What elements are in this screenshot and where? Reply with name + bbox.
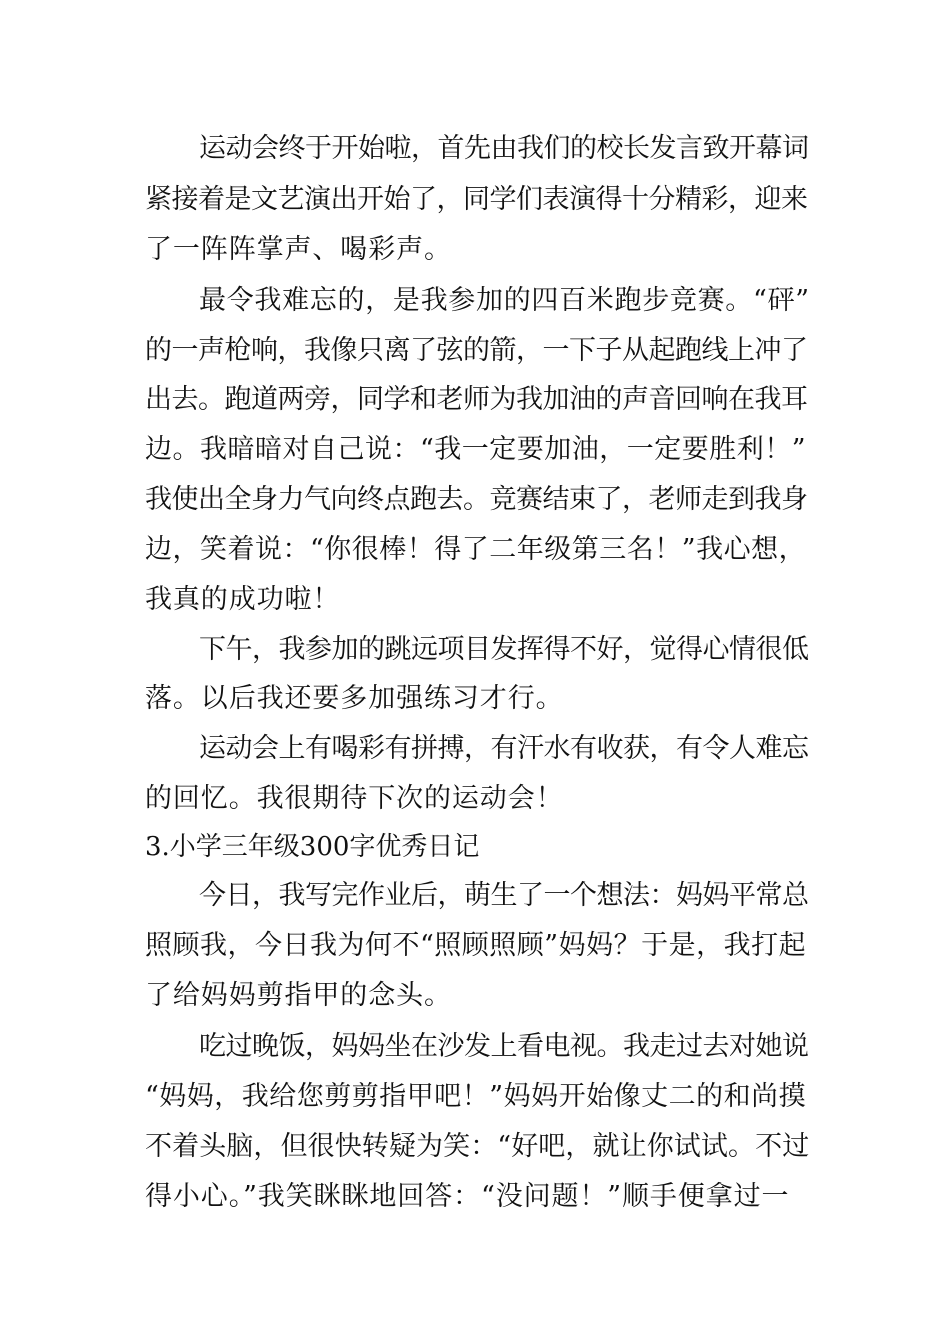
paragraph-line: 落。以后我还要多加强练习才行。: [145, 683, 564, 714]
paragraph-line: 我真的成功啦！: [145, 584, 341, 615]
paragraph-line: 运动会终于开始啦，首先由我们的校长发言致开幕词: [199, 133, 809, 164]
paragraph-line: 照顾我，今日我为何不“照顾照顾”妈妈？于是，我打起: [145, 930, 807, 961]
paragraph-line: 紧接着是文艺演出开始了，同学们表演得十分精彩，迎来: [145, 184, 808, 215]
paragraph-line: 了给妈妈剪指甲的念头。: [145, 980, 452, 1011]
paragraph-line: 出去。跑道两旁，同学和老师为我加油的声音回响在我耳: [145, 384, 808, 415]
paragraph-line: 的回忆。我很期待下次的运动会！: [145, 783, 564, 814]
paragraph-line: 吃过晚饭，妈妈坐在沙发上看电视。我走过去对她说: [199, 1031, 809, 1062]
paragraph-line: 运动会上有喝彩有拼搏，有汗水有收获，有令人难忘: [199, 733, 809, 764]
paragraph-line: 了一阵阵掌声、喝彩声。: [145, 234, 452, 265]
paragraph-line: 边，笑着说：“你很棒！得了二年级第三名！”我心想，: [145, 534, 807, 565]
paragraph-line: 我使出全身力气向终点跑去。竞赛结束了，老师走到我身: [145, 484, 808, 515]
paragraph-line: 不着头脑，但很快转疑为笑：“好吧，就让你试试。不过: [145, 1131, 810, 1162]
paragraph-line: 得小心。”我笑眯眯地回答：“没问题！”顺手便拿过一: [145, 1181, 790, 1212]
paragraph-line: 下午，我参加的跳远项目发挥得不好，觉得心情很低: [199, 634, 809, 665]
paragraph-line: 最令我难忘的，是我参加的四百米跑步竞赛。“砰”: [199, 285, 810, 316]
section-heading: 3.小学三年级300字优秀日记: [145, 832, 480, 862]
paragraph-line: “妈妈，我给您剪剪指甲吧！”妈妈开始像丈二的和尚摸: [145, 1081, 807, 1112]
paragraph-line: 今日，我写完作业后，萌生了一个想法：妈妈平常总: [199, 880, 809, 911]
paragraph-line: 的一声枪响，我像只离了弦的箭，一下子从起跑线上冲了: [145, 335, 808, 366]
paragraph-line: 边。我暗暗对自己说：“我一定要加油，一定要胜利！”: [145, 434, 807, 465]
